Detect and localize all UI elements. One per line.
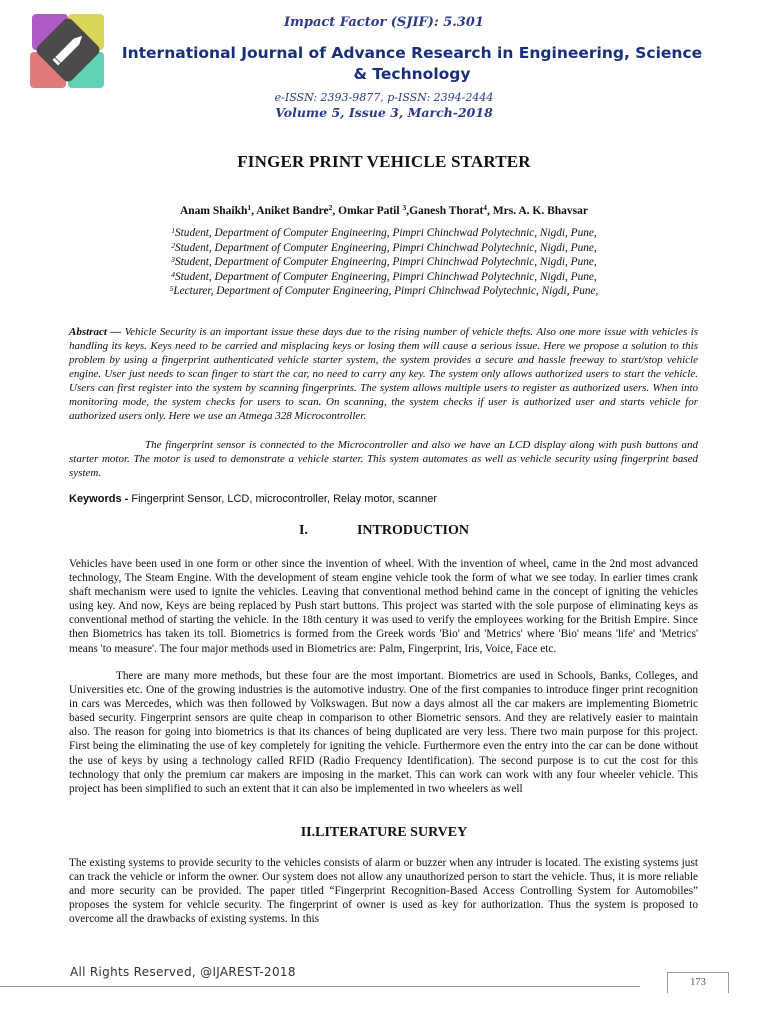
volume-issue: Volume 5, Issue 3, March-2018 [275,105,493,120]
author-name: Mrs. A. K. Bhavsar [492,205,588,217]
section-heading-literature-survey: II.LITERATURE SURVEY [300,825,468,840]
affiliation-text: Student, Department of Computer Engineering, Pimpri Chinchwad Polytechnic, Nigdi, Pune, [175,270,597,283]
affiliation-sup: 1 [171,226,176,235]
abstract [69,325,698,423]
affiliation-sup: 2 [171,240,176,250]
page-number: 173 [667,972,729,993]
keywords [69,493,698,505]
issn: e-ISSN: 2393-9877, p-ISSN: 2394-2444 [274,91,494,104]
author-sep: , [406,205,410,217]
author-name: Anam Shaikh [179,205,248,217]
paper-title: FINGER PRINT VEHICLE STARTER [237,152,531,171]
affiliation [0,241,768,256]
affiliation-text: Student, Department of Computer Engineering, Pimpri Chinchwad Polytechnic, Nigdi, Pune, [175,256,597,268]
affiliation-text: Student, Department of Computer Engineering, Pimpri Chinchwad Polytechnic, Nigdi, Pune, [175,241,597,254]
affiliation-sup: 5 [169,284,174,293]
author-name: Omkar Patil [338,205,403,217]
author-sup: 3 [402,203,407,212]
affiliation [0,284,768,299]
abstract-label: Abstract — [69,326,122,338]
author-sup: 2 [328,203,333,212]
paragraph: Vehicles have been used in one form or other since the invention of wheel. With the invention of wheel, came in the 2nd most advanced technology, The Steam Engine. With the development of steam engine vehicle took the form of what we see today. In earlier times crank shaft mechanism were used to ignite the vehicles. Leaving that conventional method behind came in the concept of igniting the vehicles using key. And now, Keys are being replaced by Push start buttons. This project was started with the sole purpose of eliminating keys as conventional method of starting the vehicle. In the 18th century it was used to verify the employees working for the British Empire. Since then Biometrics has taken its toll. Biometrics is formed from the Greek words 'Bio' and 'Metrics' where 'Bio' means 'life' and 'Metrics' means 'to measure'. The four major methods used in Biometrics are: Palm, Fingerprint, Iris, Voice, Face etc. [69,558,698,655]
affiliation [0,270,768,285]
journal-name: International Journal of Advance Research in Engineering, Science & Technology [121,44,703,83]
affiliation-sup: 4 [171,269,176,279]
section-heading-introduction [0,523,768,539]
author-sep: , [251,205,257,217]
author-sup: 4 [483,203,488,212]
footer-rights: All Rights Reserved, @IJAREST-2018 [70,965,296,979]
affiliation-list [0,226,768,299]
paragraph: The existing systems to provide security to the vehicles consists of alarm or buzzer when any intruder is located. The existing systems just can track the vehicle or inform the owner. Our system does not allow any unauthorized person to start the vehicle. Thus, it is more reliable and more security can be provided. The paper titled “Fingerprint Recognition-Based Access Controlling System for Automobiles” proposes the system for vehicle security. The fingerprint of owner is used as key for authorization. Thus the system is proposed to overcome all the drawbacks of existing systems. In this [69,857,698,926]
affiliation-text: Lecturer, Department of Computer Engineering, Pimpri Chinchwad Polytechnic, Nigdi, Pune, [173,285,599,297]
impact-factor: Impact Factor (SJIF): 5.301 [284,15,484,30]
abstract-text: Vehicle Security is an important issue these days due to the rising number of vehicle thefts. Also one more issue with vehicles is handling its keys. Keys need to be carried and misplacing keys or losing them will cause a serious issue. Here we propose a solution to this problem by using a fingerprint authenticated vehicle starter system, the system provides a secure and hassle freeway to start/stop vehicle engine. User just needs to scan finger to start the car, no need to carry any key. The system only allows authorized users to start the vehicle. Users can first register into the system by scanning fingerprints. The system allows multiple users to register as authorized users. When into monitoring mode, the system checks for users to scan. On scanning, the system checks if user is authorized user and starts vehicle for authorized users only. Here we use an Atmega 328 Microcontroller. [69,326,698,422]
section-number: I. [298,523,308,538]
keywords-text: Fingerprint Sensor, LCD, microcontroller, Relay motor, scanner [131,493,438,505]
author-sep: , [487,205,493,217]
paragraph: There are many more methods, but these four are the most important. Biometrics are used in Schools, Banks, Colleges, and Universities etc. One of the growing industries is the automotive industry. One of the first companies to introduce finger print recognition in cars was Mercedes, which was then followed by Volkswagen. But now a days almost all the car makers are implementing Biometric based security. Fingerprint sensors are quite cheap in comparison to other Biometric sensors. And they are relatively easier to maintain also. The reason for going into biometrics is that its chances of being duplicated are very less. There two main purpose for this project. First being the eliminating the use of key completely for igniting the vehicle. Furthermore even the entry into the car can be done without the use of keys by using a technology called RFID (Radio Frequency Identification). The second purpose is to cut the cost for this technology that only the premium car makers are imposing in the market. This can work can work with any four wheeler vehicle. This project has been simplified to such an extent that it can also be implemented in two wheelers as well [69,670,698,795]
affiliation [0,226,768,241]
affiliation-text: Student, Department of Computer Engineering, Pimpri Chinchwad Polytechnic, Nigdi, Pune, [175,227,597,239]
author-name: Aniket Bandre [256,205,329,217]
author-sup: 1 [247,203,252,212]
section-title: INTRODUCTION [356,523,469,538]
keywords-label: Keywords - [69,493,132,505]
affiliation-sup: 3 [171,255,176,264]
author-list [0,205,768,217]
author-name: Ganesh Thorat [409,205,484,217]
footer-divider [0,986,640,987]
abstract-paragraph-2: The fingerprint sensor is connected to the Microcontroller and also we have an LCD display along with push buttons and starter motor. The motor is used to demonstrate a vehicle starter. This system automates as well as vehicle security using fingerprint based system. [69,439,698,479]
author-sep: , [332,205,339,217]
affiliation [0,255,768,270]
